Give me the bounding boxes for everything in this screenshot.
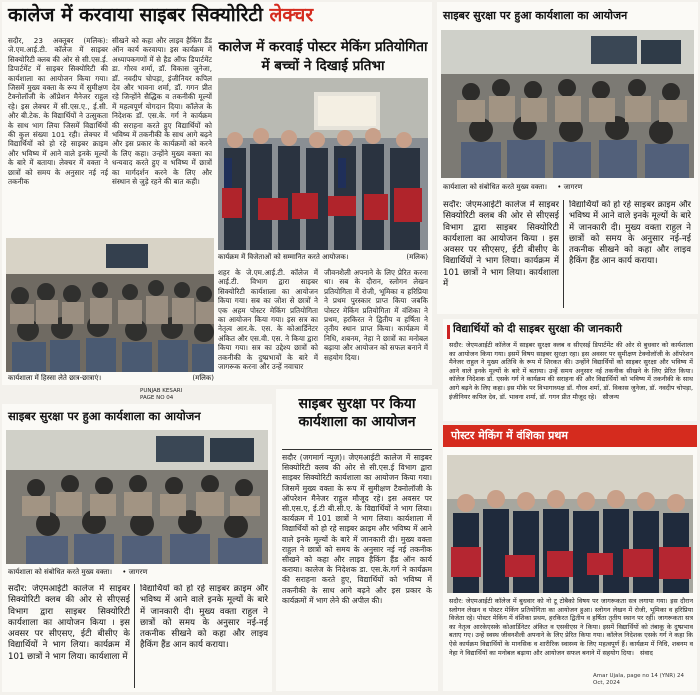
clip5-source <box>140 388 182 402</box>
clip4-footer: Amar Ujala, page no 14 (YNR) 24 Oct, 2024 <box>593 673 684 686</box>
clip3-headline: विद्यार्थियों को दी साइबर सुरक्षा की जानकारी <box>453 323 622 335</box>
clip1-headline <box>8 6 428 26</box>
clip1-col2: सीखने को कहा और लाइव हैकिंग डैंड ऑन कार्य करवाया। इस कार्यक्रम में अध्यापकगणों में से हैड ऑफ डिपार्टमेंट डा. गौरव शर्मा, डॉ. विकास जुनेजा, डॉ. नवदीप चोपड़ा, इंजीनियर कपिल देव और भावना शर्मा, डॉ. गगन प्रीत रहे जिन्होंने सैद्धिक व तकनीकी मूल्यों में महत्वपूर्ण योगदान दिया। कॉलेज के निदेशक डॉ. एस.के. गर्ग ने कार्यक्रम की सराहना करते हुए विद्यार्थियों को भविष्य में तकनीकी के साथ आगे बढ़ने और इस प्रकार के कार्यक्रमों को करने के लिए कहा। उन्होंने मुख्य वक्ता का धन्यवाद करते हुए व भविष्य में छात्रों का मार्गदर्शन करने के लिए और संस्थान से जुड़े रहने की बात कही। <box>112 36 212 187</box>
clip5-source-page: PAGE NO 04 <box>140 395 174 401</box>
clip2-col1: सदौर: जेएमआईटी कालेज में साइबर सिक्योरिटी क्लब की ओर से सीएसई विभाग द्वारा साइबर सिक्योरिटी कार्यशाला का आयोजन किया । इस अवसर पर सीएसए, ईटी बीसीए के विद्यार्थियों ने भाग लिया। कार्यक्रम में 101 छात्रों ने भाग लिया। कार्यशाला में <box>443 200 559 290</box>
clip1-col3: शहर के जे.एम.आई.टी. कॉलेज में आई.टी. विभाग द्वारा साइबर सिक्योरिटी कार्यशाला का आयोजन किया गया। सब का जोश से छात्रों ने एक अहम पोस्टर मेकिंग प्रतियोगिता का आयोजन किया गया। इस सत्र का नेतृत्व आर.के. एस. के कोआर्डिनेटर अंकित और एस.वी. एस. ने किया द्वारा किया गया। सत्र का उद्देश्य छात्रों को तकनीकी के दुष्प्रभावों के बारे में जागरूक करना और उन्हें नवाचार <box>218 268 318 372</box>
clip-jagran-top <box>437 2 698 314</box>
clip3-credit: सौजन्य <box>602 392 619 401</box>
clip4-headline: पोस्टर मेकिंग में वंशिका प्रथम <box>451 429 568 442</box>
clip2-col2: विद्यार्थियों को हो रहे साइबर क्राइम और भविष्य में आने वाले इनके मूल्यों के बारे में जानकारी दी। मुख्य वक्ता राहुल ने छात्रों को समय के अनुसार नई-नई तकनीक सीखने को कहा और लाइव हैकिंग हैंड आन कार्य कराया। <box>569 200 691 267</box>
clip3-body-text: सदौर: जेएमआईटी कॉलेज में साइबर सुरक्षा क्लब व सीएसई डिपार्टमेंट की ओर से बुधवार को कार्यशाला का आयोजन किया गया। इसमें विषय साइबर सुरक्षा रहा। इस अवसर पर सुमीक्षण टेक्नोलॉजी के ऑपरेशन मैनेजर राहुल ने मुख्य अतिथि के रूप में शिरकत की। उन्होंने विद्यार्थियों को साइबर सुरक्षा और भविष्य में आने वाले इनके मूल्यों के बारे में बताया। उन्हें समय अनुसार नई तकनीक सीखने के लिए प्रेरित किया। कॉलेज निदेशक डॉ. एसके गर्ग ने कार्यक्रम की सराहना की और विद्यार्थियों को भविष्य में तकनीकी के साथ आगे बढ़ने के लिए कहा। इस मौके पर विभागाध्यक्ष डॉ. गौरव शर्मा, डॉ. विकास जुनेजा, डॉ. नवदीप चोपड़ा, इंजीनियर कपिल देव, डॉ. भावना शर्मा, डॉ. गगन प्रीत मौजूद रहे। <box>449 341 693 401</box>
clip1-headline-red: लेक्चर <box>269 4 314 26</box>
clip2-caption-text: कार्यशाला को संबोधित करते मुख्य वक्ता। <box>443 183 548 191</box>
clip5-credit: • जागरण <box>122 568 148 576</box>
clip4-winners-photo <box>447 455 693 593</box>
clip-jagran-bottom <box>2 404 272 692</box>
clip3-red-bar <box>447 325 450 339</box>
clip5-col1: सदौर: जेएमआईटी कालेज में साइबर सिक्योरिटी क्लब की ओर से सीएसई विभाग द्वारा साइबर सिक्योरिटी कार्यशाला का आयोजन किया । इस अवसर पर सीएसए, ईटी बीसीए के विद्यार्थियों ने भाग लिया। कार्यक्रम में 101 छात्रों ने भाग लिया। कार्यशाला में <box>8 584 130 662</box>
clip1-headline-plain: कालेज में करवाया साइबर सिक्योरिटी <box>8 4 263 26</box>
clip2-caption <box>443 183 693 192</box>
clip1-caption-bottom <box>8 374 214 383</box>
clip5-caption <box>8 568 266 577</box>
clip5-divider <box>134 584 135 688</box>
clip2-divider <box>563 200 564 308</box>
clip-amarujala-info <box>443 319 697 421</box>
clip3-body <box>449 341 693 419</box>
clip5-headline: साइबर सुरक्षा पर हुआ कार्यशाला का आयोजन <box>8 409 201 423</box>
clip-jagmarg-article <box>276 389 438 691</box>
clip4-body-text: सदौर: जेएमआईटी कॉलेज में बुधवार को नो टू टोबैको विषय पर जागरूकता सत्र लगाया गया। इस दौरान स्लोगन लेखन व पोस्टर मेकिंग प्रतियोगिता का आयोजन हुआ। स्लोगन लेखन में रोजी, भूमिका व हरिप्रिया विजेता रहे। पोस्टर मेकिंग में वंशिका प्रथम, हरकिरत द्वितीय व हर्षिता तृतीय स्थान पर रहीं। जागरूकता सत्र का नेतृत्व आरकेएसके कोआर्डिनेटर अंकित व एसवीएस ने किया। इसमें विद्यार्थियों को तंबाकू के दुष्प्रभाव बताए गए। उन्हें स्वस्थ जीवनशैली अपनाने के लिए प्रेरित किया गया। कॉलेज निदेशक एसके गर्ग ने कहा कि ऐसे कार्यक्रम विद्यार्थियों के मानसिक व शारीरिक स्वास्थ्य के लिए महत्वपूर्ण हैं। कार्यक्रम में निधि, शबनम व नेहा ने विद्यार्थियों का मनोबल बढ़ाया और आयोजन सफल बनाने में सहयोग दिया। <box>449 597 693 657</box>
clip6-rule <box>282 449 432 450</box>
caption-top-credit: (मलिक) <box>406 253 428 261</box>
clip2-credit: • जागरण <box>557 183 583 191</box>
clip5-source-name: PUNJAB KESARI <box>140 388 183 394</box>
clip6-body: सदौर (जगमार्ग न्यूज़)। जेएमआईटी कालेज में साइबर सिक्योरिटी क्लब की ओर से सी.एस.ई विभाग द्वारा साइबर सिक्योरिटी कार्यशाला का आयोजन किया गया। जिसमें मुख्य वक्ता के रूप में सुमीक्षण टैक्नोलॉजी के ऑपरेशन मैनेजर राहुल मौजूद रहे। इस अवसर पर सी.एस.ए, ई.टी बी.सी.ए. के विद्यार्थियों ने भाग लिया। कार्यक्रम में 101 छात्रों ने भाग लिया। कार्यशाला में विद्यार्थियों को हो रहे साइबर क्राइम और भविष्य में आने वाले इनके मूल्यों के बारे में जानकारी दी। मुख्य वक्ता राहुल ने छात्रों को समय के अनुसार नई नई तकनीक सीखने को कहा और लाइव हैकिंग हैंड ऑन कार्य कराया। कालेज के निदेशक डा. एस.के.गर्ग ने कार्यक्रम की सराहना करते हुए, विद्यार्थियों को भविष्य में तकनीकी के साथ आगे बढ़ने और इस प्रकार के कार्यक्रमों में भाग लेने की अपील की। <box>282 453 432 605</box>
clip-dainik-article <box>2 2 432 385</box>
clip-amarujala-poster <box>443 425 697 691</box>
clip1-subhead: कालेज में करवाई पोस्टर मेकिंग प्रतियोगिता में बच्चों ने दिखाई प्रतिभा <box>218 39 428 74</box>
clip1-caption-top <box>218 253 428 262</box>
clip5-caption-text: कार्यशाला को संबोधित करते मुख्य वक्ता। <box>8 568 113 576</box>
clip2-workshop-photo <box>441 30 694 178</box>
classroom-photo <box>6 238 214 372</box>
caption-bottom-text: कार्यशाला में हिस्सा लेते छात्र-छात्राएं। <box>8 374 102 382</box>
clip4-credit: संवाद <box>640 648 653 657</box>
caption-top-text: कार्यक्रम में विजेताओं को सम्मानित करते आयोजक। <box>218 253 349 261</box>
caption-bottom-credit: (मलिक) <box>192 374 214 382</box>
winners-photo <box>218 78 428 250</box>
clip6-headline: साइबर सुरक्षा पर किया कार्यशाला का आयोजन <box>298 396 416 430</box>
clip5-col2: विद्यार्थियों को हो रहे साइबर क्राइम और भविष्य में आने वाले इनके मूल्यों के बारे में जानकारी दी। मुख्य वक्ता राहुल ने छात्रों को समय के अनुसार नई-नई तकनीक सीखने को कहा और लाइव हैकिंग हैंड आन कार्य कराया। <box>140 584 268 651</box>
clip1-col1: सदौर, 23 अक्तूबर (मलिक): जे.एम.आई.टी. कॉलेज में साइबर सिक्योरिटी क्लब की ओर से सी.एस.ई. डिपार्टमेंट में साइबर सिक्योरिटी की कार्यशाला का आयोजन किया गया। जिसमें मुख्य वक्ता के रूप में सुमीक्षण टैक्नोलॉजी के ऑप्रेशन मैनेजर राहुल रहे। इस लेक्चर में सी.एस.ए., ई.सी. और बी.टेक. के विद्यार्थियों ने उत्सुकता के साथ भाग लिया जिसमें विद्यार्थियों की कुल संख्या 101 रही। लेक्चर में विद्यार्थियों को हो रहे साइबर क्राइम और भविष्य में आने वाले इनके मूल्यों के बारे में बताया। लेक्चर में वक्ता ने छात्रों को समय के अनुसार नई नई तकनीक <box>8 36 108 187</box>
clip4-body <box>449 597 693 671</box>
clip2-headline: साइबर सुरक्षा पर हुआ कार्यशाला का आयोजन <box>443 9 628 22</box>
clip1-col4: जीवनशैली अपनाने के लिए प्रेरित करना था। सब के दौरान, स्लोगन लेखन प्रतियोगिता में रोजी, भूमिका व हरिप्रिया ने प्रथम पुरस्कार प्राप्त किया जबकि पोस्टर मेकिंग प्रतियोगिता में वंशिका ने प्रथम, हरकिरत ने द्वितीय व हर्षिता ने तृतीय स्थान प्राप्त किया। कार्यक्रम में निधि, शबनम, नेहा ने छात्रों का मनोबल बढ़ाया और आयोजन को सफल बनाने में सहयोग दिया। <box>324 268 428 362</box>
clip5-workshop-photo <box>6 430 268 564</box>
